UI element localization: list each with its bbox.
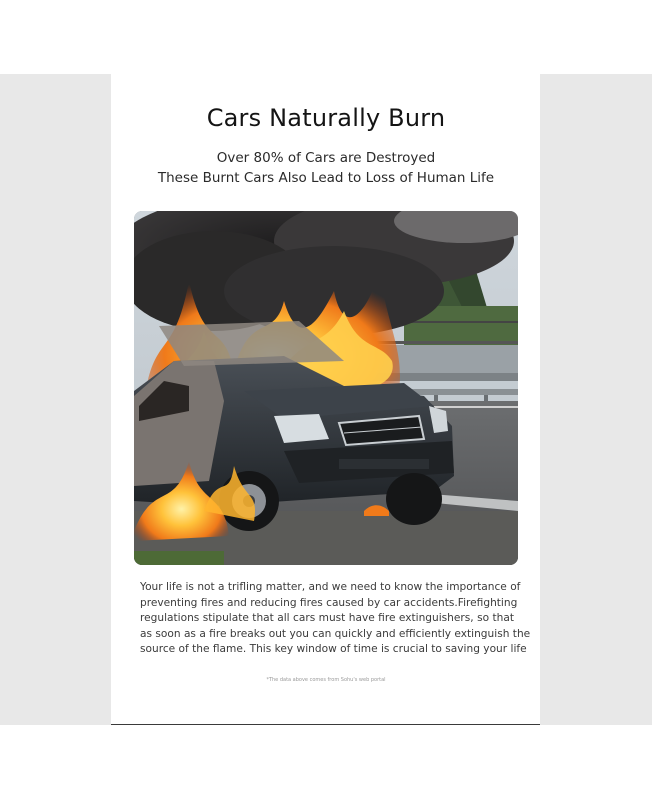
body-line-2: preventing fires and reducing fires caused by car accidents.Firefighting	[140, 596, 518, 609]
burning-car-illustration	[134, 211, 518, 565]
page-title: Cars Naturally Burn	[206, 104, 446, 132]
subtitle-line-2: These Burnt Cars Also Lead to Loss of Human Life	[157, 170, 495, 186]
source-footnote: *The data above comes from Sohu's web portal	[266, 677, 386, 683]
subtitle-line-1: Over 80% of Cars are Destroyed	[216, 150, 436, 166]
body-line-5: source of the flame. This key window of time is crucial to saving your life	[140, 643, 527, 656]
body-paragraph	[140, 580, 531, 658]
burning-car-photo	[134, 211, 518, 565]
body-line-3: regulations stipulate that all cars must have fire extinguishers, so that	[140, 612, 514, 625]
body-line-4: as soon as a fire breaks out you can quickly and efficiently extinguish the	[140, 627, 531, 640]
body-line-1: Your life is not a trifling matter, and we need to know the importance of	[140, 581, 521, 593]
